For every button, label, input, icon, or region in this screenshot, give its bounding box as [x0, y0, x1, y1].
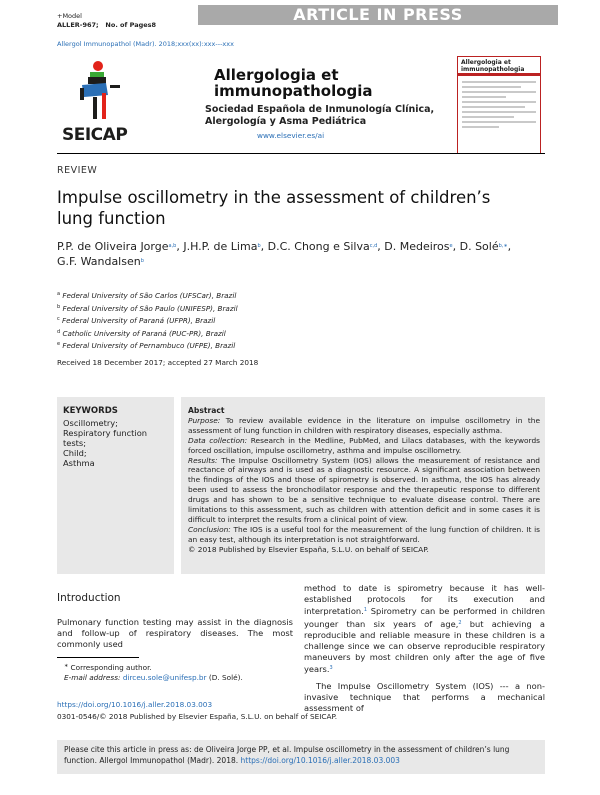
- intro-right-column: method to date is spirometry because it has well-established protocols for its execution and interpretation.$^1$ Spirometry can be performed in children younger than six years of age,$^2$ but achieving a reproducible and reliable measure in these children is a challenge since we can observe reproducible respiratory maneuvers by most children only after the age of five years.$^3$ The Impulse Oscillometry System (IOS) --- a non-invasive technique that performs a mechanical assessment of: [304, 583, 545, 714]
- cover-title: Allergologia et immunopathologia: [461, 59, 525, 73]
- citation-line: Allergol Immunopathol (Madr). 2018;xxx(xx):xxx---xxx: [57, 40, 234, 48]
- affiliation-item: $^e$ Federal University of Pernambuco (UFPE), Brazil: [57, 341, 236, 350]
- keywords-list: [63, 418, 147, 468]
- society-name: Sociedad Española de Inmunología Clínica, Alergología y Asma Pediátrica: [205, 104, 435, 127]
- seicap-logo: [60, 55, 140, 125]
- article-in-press-banner: ARTICLE IN PRESS: [198, 5, 558, 25]
- affiliation-item: $^b$ Federal University of São Paulo (UNIFESP), Brazil: [57, 303, 238, 313]
- affiliation-list: [57, 289, 238, 352]
- author-affiliation-marker[interactable]: a,b: [168, 243, 177, 249]
- author-name: D. Solé: [459, 240, 499, 253]
- author-affiliation-marker[interactable]: b: [140, 258, 144, 264]
- citation-text: Please cite this article in press as: de Oliveira Jorge PP, et al. Impulse oscillometry in the assessment of children’s lung function. Allergol Immunopathol (Madr). 2018.: [64, 745, 510, 765]
- affiliation-item: $^c$ Federal University of Paraná (UFPR), Brazil: [57, 316, 216, 325]
- author-affiliation-marker[interactable]: e: [449, 243, 453, 249]
- abstract-conclusion: Conclusion: The IOS is a useful tool for the measurement of the lung function of children. It is an easy test, although its interpretation is not straightforward.: [188, 524, 540, 544]
- intro-heading: Introduction: [57, 592, 121, 604]
- doi-link[interactable]: https://doi.org/10.1016/j.aller.2018.03.003: [57, 700, 213, 709]
- author-list: P.P. de Oliveira Jorge$^{a,b}$, J.H.P. de Lima$^b$, D.C. Chong e Silva$^{c,d}$, D. Medeiros$^e$, D. Solé$^{b,∗}$, G.F. Wandalsen$^b$: [57, 240, 512, 268]
- model-label: +Model: [57, 12, 82, 20]
- author-affiliation-marker[interactable]: b: [257, 243, 261, 249]
- intro-left-column: Pulmonary function testing may assist in the diagnosis and follow-up of respiratory diseases. The most commonly used: [57, 617, 293, 650]
- keyword-item: Asthma: [63, 458, 95, 468]
- author-name: D. Medeiros: [384, 240, 450, 253]
- article-id: ALLER-967; No. of Pages8: [57, 21, 157, 29]
- seicap-figure-icon: [60, 55, 140, 125]
- journal-cover-thumbnail: [457, 56, 541, 154]
- keyword-item: Child;: [63, 448, 87, 458]
- abstract-copyright: © 2018 Published by Elsevier España, S.L.U. on behalf of SEICAP.: [188, 544, 429, 554]
- footnote-rule: [57, 657, 139, 658]
- journal-title: Allergologia et immunopathologia: [214, 66, 373, 100]
- keyword-item: Respiratory function: [63, 428, 148, 438]
- journal-url-link[interactable]: www.elsevier.es/ai: [257, 131, 325, 140]
- citation-doi-link[interactable]: https://doi.org/10.1016/j.aller.2018.03.003: [240, 756, 400, 765]
- keyword-item: Oscillometry;: [63, 418, 118, 428]
- citation-box: [57, 740, 545, 774]
- keyword-item: tests;: [63, 438, 87, 448]
- author-name: J.H.P. de Lima: [183, 240, 258, 253]
- keywords-box: [57, 397, 174, 574]
- author-affiliation-marker[interactable]: c,d: [369, 243, 378, 249]
- abstract-title: Abstract: [188, 406, 225, 415]
- keywords-title: KEYWORDS: [63, 406, 118, 416]
- header-divider: [57, 153, 545, 154]
- abstract-purpose: Purpose: To review available evidence in the literature on impulse oscillometry in the assessment of lung function in children with respiratory diseases, especially asthma.: [188, 415, 540, 435]
- author-name: P.P. de Oliveira Jorge: [57, 240, 169, 253]
- author-name: D.C. Chong e Silva: [267, 240, 370, 253]
- affiliation-item: $^a$ Federal University of São Carlos (UFSCar), Brazil: [57, 291, 237, 300]
- corresponding-note: ∗ Corresponding author.: [64, 663, 152, 672]
- issn-line: 0301-0546/© 2018 Published by Elsevier España, S.L.U. on behalf of SEICAP.: [57, 712, 338, 721]
- logo-text: SEICAP: [62, 125, 128, 145]
- abstract-results: Results: The Impulse Oscillometry System (IOS) allows the measurement of resistance and reactance of airways and is used as a diagnostic resource. A significant association between the findings of the IOS and those of spirometry is observed. In asthma, the IOS has already been used to assess the bronchodilator response and the therapeutic response to different drugs and has shown to be a sensitive technique to evaluate disease control. There are limitations to this assessment, such as children with attention deficit and in some cases it is difficult to interpret the results from a clinical point of view.: [188, 455, 540, 524]
- article-title: Impulse oscillometry in the assessment of children’s lung function: [57, 188, 491, 228]
- page-count: No. of Pages8: [105, 21, 157, 29]
- author-affiliation-marker[interactable]: b,∗: [498, 243, 508, 249]
- author-name: G.F. Wandalsen: [57, 255, 141, 268]
- affiliation-item: $^d$ Catholic University of Paraná (PUC-PR), Brazil: [57, 328, 226, 338]
- abstract-box: [181, 397, 545, 574]
- email-link[interactable]: dirceu.sole@unifesp.br: [122, 673, 207, 682]
- email-note: E-mail address: dirceu.sole@unifesp.br (D. Solé).: [64, 673, 243, 682]
- abstract-data-collection: Data collection: Research in the Medline, PubMed, and Lilacs databases, with the keywords forced oscillation, impulse oscillometry, asthma and impulse oscillometry.: [188, 435, 540, 455]
- received-dates: Received 18 December 2017; accepted 27 March 2018: [57, 358, 259, 367]
- article-type: REVIEW: [57, 165, 98, 176]
